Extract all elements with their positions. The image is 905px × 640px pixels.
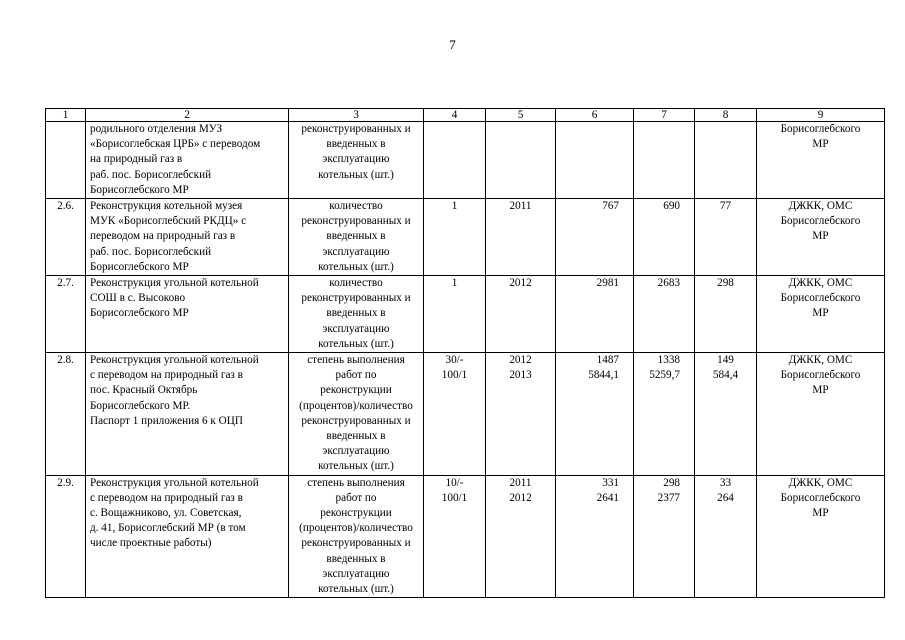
row-number-cell: [46, 122, 86, 199]
local-funding-cell: [695, 199, 757, 276]
local-funding-cell: [695, 475, 757, 598]
cell-line: ДЖКК, ОМС: [788, 476, 853, 489]
total-funding-cell: [556, 475, 634, 598]
cell-line: реконструированных и: [301, 215, 411, 228]
activity-name-cell: [86, 199, 289, 276]
cell-line: 1: [451, 277, 458, 290]
cell-line: реконструированных и: [301, 292, 411, 305]
cell-line: 77: [719, 200, 732, 213]
cell-line: 2013: [509, 369, 532, 382]
cell-line: 2683: [657, 277, 680, 290]
cell-line: Реконструкция котельной музея: [90, 200, 243, 213]
cell-line: МУК «Борисоглебский РКДЦ» с: [90, 215, 247, 228]
cell-line: 1338: [657, 354, 680, 367]
cell-line: пос. Красный Октябрь: [90, 384, 198, 397]
cell-line: 298: [663, 476, 680, 489]
cell-line: котельных (шт.): [318, 583, 394, 596]
cell-line: введенных в: [326, 430, 386, 443]
cell-line: МР: [812, 307, 829, 320]
cell-line: родильного отделения МУЗ: [90, 123, 223, 135]
cell-line: эксплуатацию: [322, 567, 390, 580]
cell-line: 33: [719, 476, 732, 489]
cell-line: 2012: [509, 491, 532, 504]
cell-line: 100/1: [441, 491, 468, 504]
header-row: [46, 109, 885, 122]
year-cell: [486, 122, 556, 199]
executor-cell: [757, 475, 885, 598]
cell-line: степень выполнения: [307, 476, 405, 489]
cell-line: 2641: [596, 491, 619, 504]
cell-line: введенных в: [326, 138, 386, 151]
cell-line: (процентов)/количество: [299, 399, 413, 412]
indicator-cell: [289, 475, 424, 598]
local-funding-cell: [695, 122, 757, 199]
cell-line: на природный газ в: [90, 153, 183, 166]
cell-line: 100/1: [441, 369, 468, 382]
indicator-cell: [289, 276, 424, 353]
executor-cell: [757, 122, 885, 199]
year-cell: [486, 353, 556, 476]
indicator-value-cell: [424, 276, 486, 353]
cell-line: 5259,7: [649, 369, 680, 382]
indicator-value-cell: [424, 353, 486, 476]
cell-line: с переводом на природный газ в: [90, 369, 243, 382]
cell-line: реконструкции: [320, 507, 392, 520]
header-cell: 3: [289, 109, 424, 122]
cell-line: Борисоглебского: [780, 215, 861, 228]
indicator-value-cell: [424, 475, 486, 598]
regional-funding-cell: [634, 475, 695, 598]
regional-funding-cell: [634, 122, 695, 199]
indicator-value-cell: [424, 122, 486, 199]
cell-line: 2012: [509, 277, 532, 290]
cell-line: Борисоглебского: [780, 369, 861, 382]
header-cell: 7: [634, 109, 695, 122]
table-row: [46, 353, 885, 476]
indicator-cell: [289, 199, 424, 276]
cell-line: введенных в: [326, 307, 386, 320]
cell-line: котельных (шт.): [318, 260, 394, 273]
cell-line: 767: [602, 200, 619, 213]
total-funding-cell: [556, 276, 634, 353]
cell-line: 2011: [509, 200, 532, 213]
year-cell: [486, 276, 556, 353]
cell-line: Борисоглебского МР: [90, 307, 189, 320]
cell-line: Борисоглебского: [780, 491, 861, 504]
cell-line: 2011: [509, 476, 532, 489]
cell-line: 1: [451, 200, 458, 213]
cell-line: 1487: [596, 354, 619, 367]
year-cell: [486, 199, 556, 276]
cell-line: д. 41, Борисоглебский МР (в том: [90, 522, 246, 535]
row-number-cell: 2.9.: [46, 475, 86, 598]
cell-line: 2012: [509, 354, 532, 367]
cell-line: МР: [812, 507, 829, 520]
cell-line: 5844,1: [588, 369, 619, 382]
header-cell: 1: [46, 109, 86, 122]
cell-line: Борисоглебского: [780, 292, 861, 305]
cell-line: 30/-: [445, 354, 464, 367]
header-cell: 6: [556, 109, 634, 122]
regional-funding-cell: [634, 276, 695, 353]
row-number-cell: 2.8.: [46, 353, 86, 476]
cell-line: СОШ в с. Высоково: [90, 292, 186, 305]
cell-line: с переводом на природный газ в: [90, 491, 243, 504]
cell-line: введенных в: [326, 230, 386, 243]
total-funding-cell: [556, 122, 634, 199]
cell-line: с. Вощажниково, ул. Советская,: [90, 507, 242, 520]
cell-line: 331: [602, 476, 619, 489]
cell-line: Реконструкция угольной котельной: [90, 277, 259, 290]
cell-line: раб. пос. Борисоглебский: [90, 245, 212, 258]
executor-cell: [757, 276, 885, 353]
indicator-cell: [289, 353, 424, 476]
table-row: [46, 475, 885, 598]
cell-line: эксплуатацию: [322, 153, 390, 166]
header-cell: 8: [695, 109, 757, 122]
cell-line: 149: [717, 354, 734, 367]
cell-line: работ по: [335, 369, 377, 382]
executor-cell: [757, 199, 885, 276]
table-row: [46, 199, 885, 276]
cell-line: реконструированных и: [301, 123, 411, 135]
cell-line: реконструкции: [320, 384, 392, 397]
cell-line: котельных (шт.): [318, 460, 394, 473]
row-number-cell: 2.7.: [46, 276, 86, 353]
cell-line: котельных (шт.): [318, 337, 394, 350]
header-cell: 4: [424, 109, 486, 122]
activity-name-cell: [86, 122, 289, 199]
header-cell: 9: [757, 109, 885, 122]
total-funding-cell: [556, 199, 634, 276]
cell-line: введенных в: [326, 552, 386, 565]
local-funding-cell: [695, 276, 757, 353]
activity-name-cell: [86, 475, 289, 598]
cell-line: Борисоглебского МР: [90, 183, 189, 196]
cell-line: эксплуатацию: [322, 245, 390, 258]
cell-line: эксплуатацию: [322, 445, 390, 458]
cell-line: реконструированных и: [301, 537, 411, 550]
cell-line: количество: [329, 277, 383, 290]
cell-line: Паспорт 1 приложения 6 к ОЦП: [90, 414, 243, 427]
cell-line: ДЖКК, ОМС: [788, 277, 853, 290]
cell-line: Реконструкция угольной котельной: [90, 476, 259, 489]
total-funding-cell: [556, 353, 634, 476]
cell-line: Реконструкция угольной котельной: [90, 354, 259, 367]
cell-line: МР: [812, 384, 829, 397]
cell-line: «Борисоглебская ЦРБ» с переводом: [90, 138, 261, 151]
cell-line: 2981: [596, 277, 619, 290]
cell-line: ДЖКК, ОМС: [788, 200, 853, 213]
cell-line: работ по: [335, 491, 377, 504]
cell-line: 2377: [657, 491, 680, 504]
program-table: [45, 108, 885, 598]
regional-funding-cell: [634, 353, 695, 476]
cell-line: реконструированных и: [301, 414, 411, 427]
indicator-cell: [289, 122, 424, 199]
cell-line: котельных (шт.): [318, 168, 394, 181]
local-funding-cell: [695, 353, 757, 476]
header-cell: 5: [486, 109, 556, 122]
cell-line: МР: [812, 230, 829, 243]
cell-line: Борисоглебского МР.: [90, 399, 191, 412]
header-cell: 2: [86, 109, 289, 122]
cell-line: 584,4: [712, 369, 739, 382]
page-number: 7: [449, 37, 456, 52]
cell-line: 10/-: [445, 476, 464, 489]
regional-funding-cell: [634, 199, 695, 276]
cell-line: раб. пос. Борисоглебский: [90, 168, 212, 181]
cell-line: (процентов)/количество: [299, 522, 413, 535]
cell-line: 264: [717, 491, 734, 504]
indicator-value-cell: [424, 199, 486, 276]
table-row: [46, 276, 885, 353]
cell-line: 690: [663, 200, 680, 213]
cell-line: количество: [329, 200, 383, 213]
row-number-cell: 2.6.: [46, 199, 86, 276]
activity-name-cell: [86, 353, 289, 476]
cell-line: числе проектные работы): [90, 537, 212, 550]
executor-cell: [757, 353, 885, 476]
cell-line: эксплуатацию: [322, 322, 390, 335]
cell-line: переводом на природный газ в: [90, 230, 236, 243]
cell-line: Борисоглебского: [780, 123, 861, 135]
cell-line: степень выполнения: [307, 354, 405, 367]
cell-line: Борисоглебского МР: [90, 260, 189, 273]
cell-line: ДЖКК, ОМС: [788, 354, 853, 367]
cell-line: 298: [717, 277, 734, 290]
activity-name-cell: [86, 276, 289, 353]
table-row: [46, 122, 885, 199]
year-cell: [486, 475, 556, 598]
cell-line: МР: [812, 138, 829, 151]
